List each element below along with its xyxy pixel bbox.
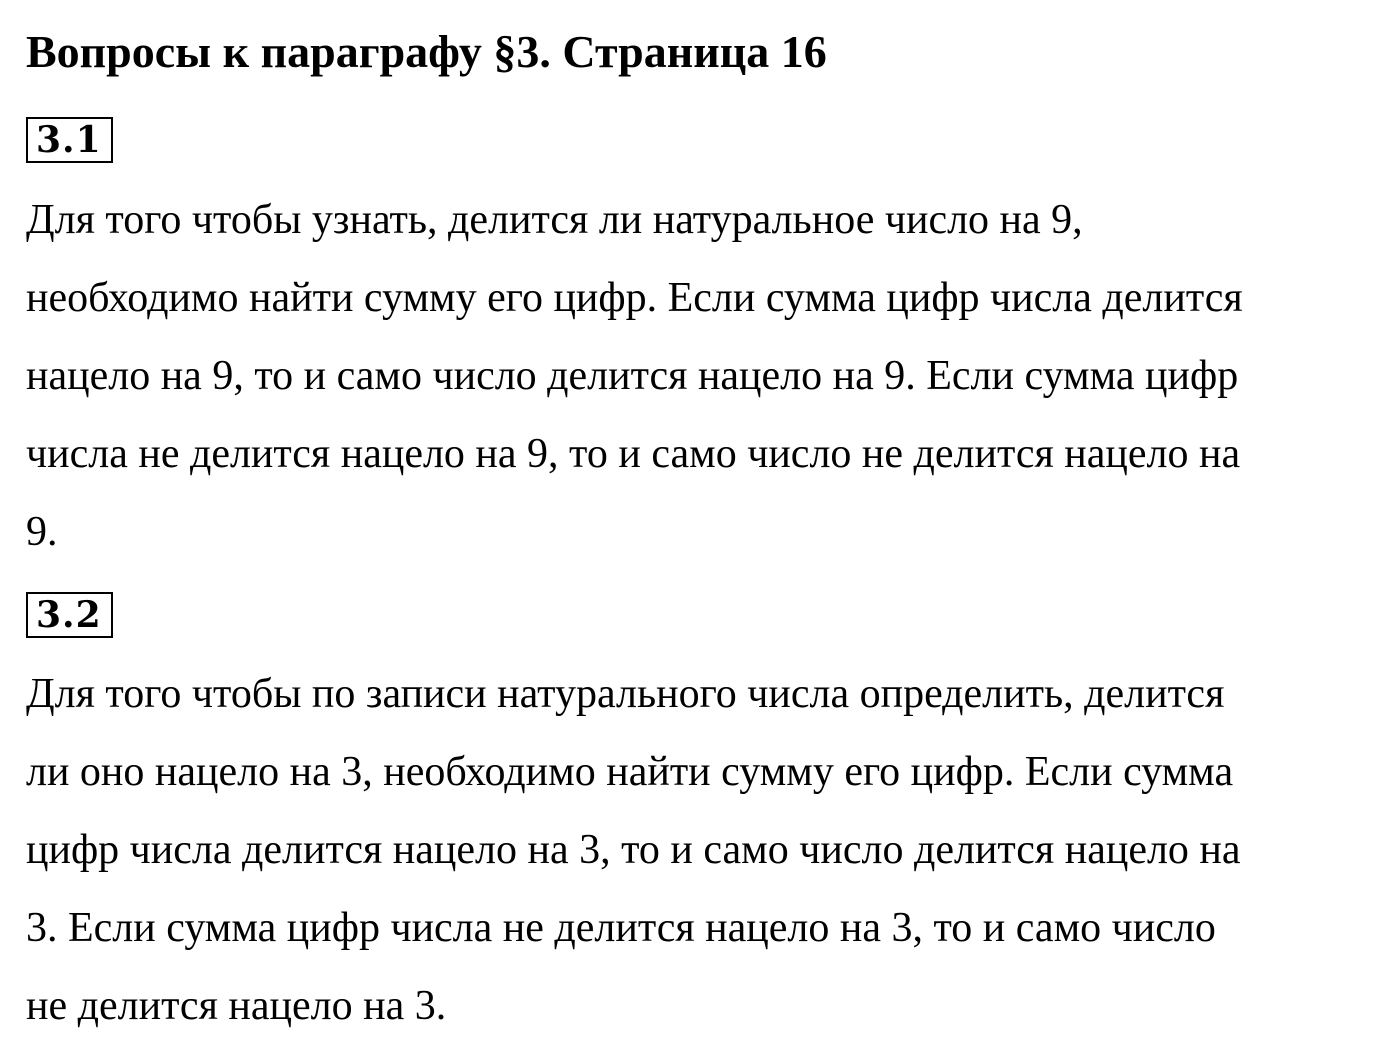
- answer-line: цифр числа делится нацело на 3, то и само число делится нацело на: [26, 827, 1241, 873]
- answer-line: необходимо найти сумму его цифр. Если сумма цифр числа делится: [26, 275, 1243, 321]
- page-title: Вопросы к параграфу §3. Страница 16: [26, 26, 827, 77]
- answer-line: 3. Если сумма цифр числа не делится нацело на 3, то и само число: [26, 905, 1216, 951]
- task-answer-text: [26, 655, 1356, 1045]
- answer-line: ли оно нацело на 3, необходимо найти сумму его цифр. Если сумма: [26, 749, 1234, 795]
- answer-line: не делится нацело на 3.: [26, 983, 447, 1029]
- answer-line: числа не делится нацело на 9, то и само число не делится нацело на: [26, 431, 1241, 477]
- answer-line: нацело на 9, то и само число делится нацело на 9. Если сумма цифр: [26, 353, 1239, 399]
- task-number-badge: 3.2: [26, 592, 113, 638]
- answer-line: Для того чтобы по записи натурального числа определить, делится: [26, 671, 1225, 717]
- answer-line: Для того чтобы узнать, делится ли натуральное число на 9,: [26, 197, 1083, 243]
- task-number-badge: 3.1: [26, 117, 113, 163]
- task-answer-text: [26, 181, 1356, 571]
- answer-line: 9.: [26, 509, 58, 555]
